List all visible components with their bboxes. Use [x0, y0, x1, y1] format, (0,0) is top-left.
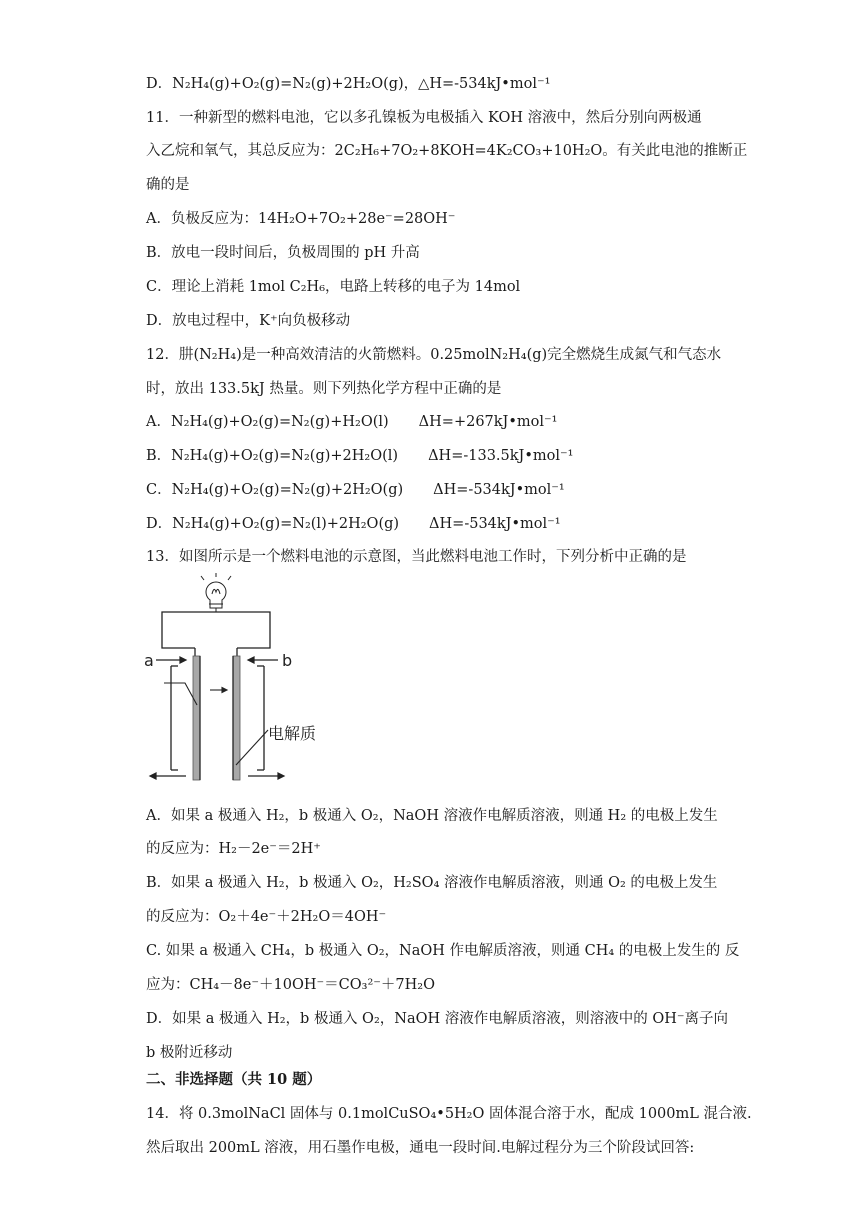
q12-option-d — [146, 514, 561, 534]
q11-option-d: D．放电过程中，K⁺向负极移动 — [146, 313, 351, 329]
q12-option-d-enthalpy: ΔH=-534kJ•mol⁻¹ — [429, 516, 561, 532]
q12-option-b — [146, 446, 574, 466]
electrode-leads — [195, 648, 237, 656]
label-electrolyte: 电解质 — [268, 724, 317, 743]
q12-option-b-equation: B．N₂H₄(g)+O₂(g)=N₂(g)+2H₂O(l) — [146, 448, 399, 464]
leader-lines — [164, 683, 268, 765]
q12-option-b-enthalpy: ΔH=-133.5kJ•mol⁻¹ — [428, 448, 574, 464]
q11-stem-line-1: 11．一种新型的燃料电池，它以多孔镍板为电极插入 KOH 溶液中，然后分别向两极通 — [146, 110, 702, 126]
ion-migration-arrow — [210, 688, 227, 693]
q13-option-d-line-1: D．如果 a 极通入 H₂，b 极通入 O₂，NaOH 溶液作电解质溶液，则溶液中的 OH⁻离子向 — [146, 1011, 729, 1027]
inlet-arrows — [156, 657, 278, 663]
q12-option-a-equation: A．N₂H₄(g)+O₂(g)=N₂(g)+H₂O(l) — [146, 414, 389, 430]
q12-option-a-enthalpy: ΔH=+267kJ•mol⁻¹ — [418, 414, 558, 430]
q11-option-b: B．放电一段时间后，负极周围的 pH 升高 — [146, 245, 420, 261]
q13-option-d-line-2: b 极附近移动 — [146, 1045, 233, 1061]
q13-option-a-line-1: A．如果 a 极通入 H₂，b 极通入 O₂，NaOH 溶液作电解质溶液，则通 H₂ 的电极上发生 — [146, 808, 718, 824]
q12-option-c — [146, 480, 565, 500]
q13-option-b-line-2: 的反应为：O₂＋4e⁻＋2H₂O＝4OH⁻ — [146, 909, 387, 925]
section-heading: 二、非选择题（共 10 题） — [146, 1071, 322, 1088]
outlet-arrows — [150, 773, 284, 779]
left-gas-chamber — [171, 666, 178, 770]
q11-option-c: C．理论上消耗 1mol C₂H₆，电路上转移的电子为 14mol — [146, 279, 521, 295]
q14-line-2: 然后取出 200mL 溶液，用石墨作电极，通电一段时间.电解过程分为三个阶段试回答: — [146, 1140, 695, 1156]
q12-option-c-equation: C．N₂H₄(g)+O₂(g)=N₂(g)+2H₂O(g) — [146, 482, 404, 498]
light-bulb-icon — [201, 573, 231, 612]
q13-option-c-line-2: 应为：CH₄－8e⁻＋10OH⁻＝CO₃²⁻＋7H₂O — [146, 977, 435, 993]
left-electrode — [193, 656, 200, 780]
q14-line-1: 14．将 0.3molNaCl 固体与 0.1molCuSO₄•5H₂O 固体混合溶于水，配成 1000mL 混合液. — [146, 1106, 752, 1122]
q12-stem-line-1: 12．肼(N₂H₄)是一种高效清洁的火箭燃料。0.25molN₂H₄(g)完全燃烧生成氮气和气态水 — [146, 347, 722, 363]
electrolyte-compartment — [200, 656, 233, 780]
q12-option-c-enthalpy: ΔH=-534kJ•mol⁻¹ — [433, 482, 565, 498]
label-b: b — [282, 651, 293, 670]
right-gas-chamber — [257, 666, 264, 770]
q10-option-d: D．N₂H₄(g)+O₂(g)=N₂(g)+2H₂O(g)，△H=-534kJ•mol⁻¹ — [146, 76, 551, 92]
q13-stem: 13．如图所示是一个燃料电池的示意图，当此燃料电池工作时，下列分析中正确的是 — [146, 549, 687, 565]
q11-stem-line-2: 入乙烷和氧气，其总反应为：2C₂H₆+7O₂+8KOH=4K₂CO₃+10H₂O。有关此电池的推断正 — [146, 143, 748, 159]
q13-option-b-line-1: B．如果 a 极通入 H₂，b 极通入 O₂，H₂SO₄ 溶液作电解质溶液，则通 O₂ 的电极上发生 — [146, 875, 718, 891]
external-circuit — [162, 612, 270, 648]
q12-option-a — [146, 412, 558, 432]
q13-option-c-line-1: C. 如果 a 极通入 CH₄，b 极通入 O₂，NaOH 作电解质溶液，则通 CH₄ 的电极上发生的 反 — [146, 943, 740, 959]
fuel-cell-svg — [140, 570, 350, 785]
q12-stem-line-2: 时，放出 133.5kJ 热量。则下列热化学方程中正确的是 — [146, 381, 502, 397]
fuel-cell-diagram — [140, 570, 350, 785]
label-a: a — [144, 651, 154, 670]
q11-stem-line-3: 确的是 — [146, 177, 190, 193]
q13-option-a-line-2: 的反应为：H₂－2e⁻＝2H⁺ — [146, 841, 321, 857]
q11-option-a: A．负极反应为：14H₂O+7O₂+28e⁻=28OH⁻ — [146, 211, 456, 227]
q12-option-d-equation: D．N₂H₄(g)+O₂(g)=N₂(l)+2H₂O(g) — [146, 516, 400, 532]
